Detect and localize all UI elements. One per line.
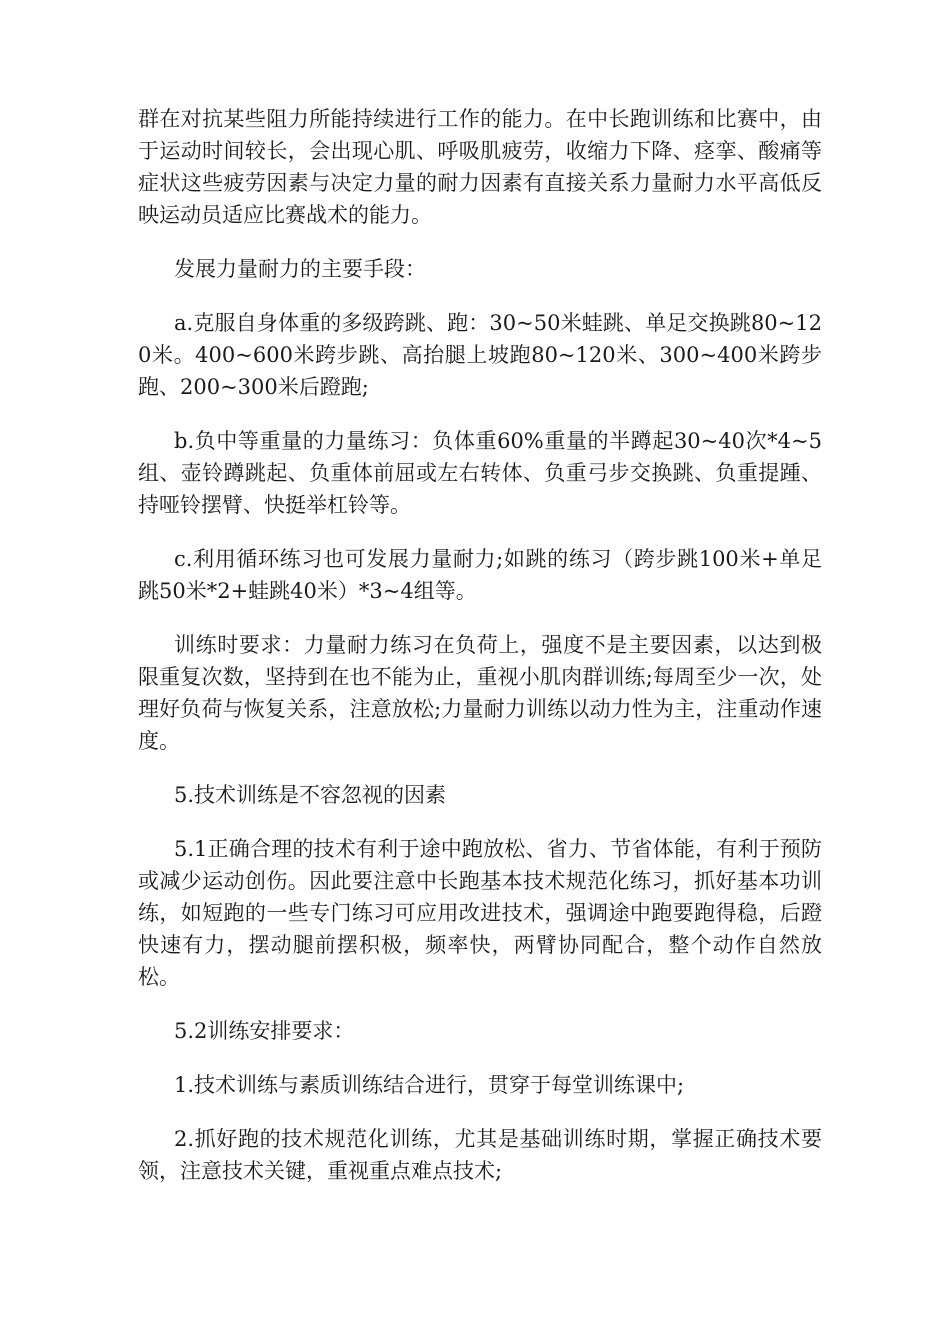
paragraph-continuation: 群在对抗某些阻力所能持续进行工作的能力。在中长跑训练和比赛中，由于运动时间较长，会出现心肌、呼吸肌疲劳，收缩力下降、痉挛、酸痛等症状这些疲劳因素与决定力量的耐力因素有直接关系力量耐力水平高低反映运动员适应比赛战术的能力。 (138, 107, 822, 227)
paragraph-requirement-2: 2.抓好跑的技术规范化训练，尤其是基础训练时期，掌握正确技术要领，注意技术关键，重视重点难点技术; (138, 1127, 822, 1183)
paragraph-item-c: c.利用循环练习也可发展力量耐力;如跳的练习（跨步跳100米+单足跳50米*2+蛙跳40米）*3~4组等。 (138, 547, 822, 603)
paragraph-training-requirements: 训练时要求：力量耐力练习在负荷上，强度不是主要因素，以达到极限重复次数，坚持到在也不能为止，重视小肌肉群训练;每周至少一次，处理好负荷与恢复关系，注意放松;力量耐力训练以动力性为主，注重动作速度。 (138, 633, 822, 753)
section-heading-5-2: 5.2训练安排要求： (174, 1019, 355, 1043)
paragraph-item-b: b.负中等重量的力量练习：负体重60%重量的半蹲起30~40次*4~5组、壶铃蹲跳起、负重体前屈或左右转体、负重弓步交换跳、负重提踵、持哑铃摆臂、快挺举杠铃等。 (138, 429, 822, 517)
paragraph-requirement-1: 1.技术训练与素质训练结合进行，贯穿于每堂训练课中; (174, 1073, 685, 1097)
document-body (138, 103, 822, 1187)
paragraph-strength-endurance-means-heading: 发展力量耐力的主要手段： (174, 257, 426, 281)
paragraph-section-5-1: 5.1正确合理的技术有利于途中跑放松、省力、节省体能，有利于预防或减少运动创伤。因此要注意中长跑基本技术规范化练习，抓好基本功训练，如短跑的一些专门练习可应用改进技术，强调途中跑要跑得稳，后蹬快速有力，摆动腿前摆积极，频率快，两臂协同配合，整个动作自然放松。 (138, 837, 822, 989)
section-heading-5: 5.技术训练是不容忽视的因素 (174, 783, 447, 807)
paragraph-item-a: a.克服自身体重的多级跨跳、跑：30~50米蛙跳、单足交换跳80~120米。400~600米跨步跳、高抬腿上坡跑80~120米、300~400米跨步跑、200~300米后蹬跑; (138, 311, 822, 399)
